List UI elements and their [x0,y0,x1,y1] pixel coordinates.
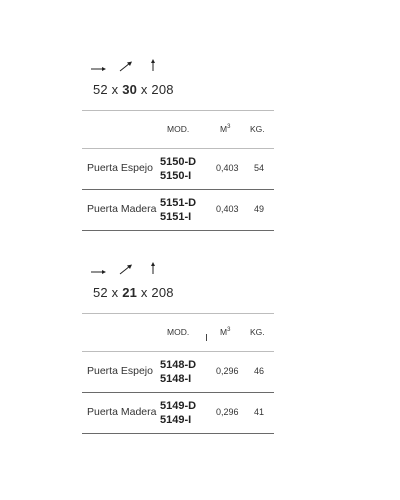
arrow-diagonal-icon [120,62,132,72]
row-kg: 54 [254,163,265,173]
row-m3: 0,296 [216,407,239,417]
table-row [82,352,274,393]
product-block-1 [82,58,274,231]
header-m3: $M^3$ [220,327,231,337]
spec-table [82,110,274,231]
row-name: Puerta Espejo [87,365,153,377]
table-header [82,313,274,352]
row-name: Puerta Madera [87,203,157,215]
header-divider-tick [206,334,207,341]
row-kg: 41 [254,407,265,417]
table-row [82,149,274,190]
table-header [82,110,274,149]
table-row [82,190,274,231]
row-codes: 5148-D 5148-I [160,359,197,385]
arrow-right-icon [91,270,106,274]
row-name: Puerta Madera [87,406,157,418]
row-m3: 0,403 [216,163,239,173]
row-codes: 5151-D 5151-I [160,197,197,223]
table-row [82,393,274,434]
header-mod: MOD. [167,124,190,134]
header-mod: MOD. [167,327,190,337]
row-kg: 49 [254,204,265,214]
header-kg: KG. [250,124,265,134]
dimensions-text: 52 x 21 x 208 [93,285,174,300]
row-name: Puerta Espejo [87,162,153,174]
dimension-arrows [82,261,162,277]
row-m3: 0,403 [216,204,239,214]
row-codes: 5150-D 5150-I [160,156,197,182]
row-kg: 46 [254,366,265,376]
arrow-diagonal-icon [120,265,132,275]
product-block-2 [82,261,274,434]
arrow-right-icon [91,67,106,71]
dimensions-text: 52 x 30 x 208 [93,82,174,97]
dimension-arrows-svg [82,58,162,74]
row-m3: 0,296 [216,366,239,376]
header-m3: $M^3$ [220,124,231,134]
arrow-up-icon [151,262,155,274]
arrow-up-icon [151,59,155,71]
dimension-arrows [82,58,162,74]
row-codes: 5149-D 5149-I [160,400,197,426]
dimension-arrows-svg [82,261,162,277]
header-kg: KG. [250,327,265,337]
spec-table [82,313,274,434]
